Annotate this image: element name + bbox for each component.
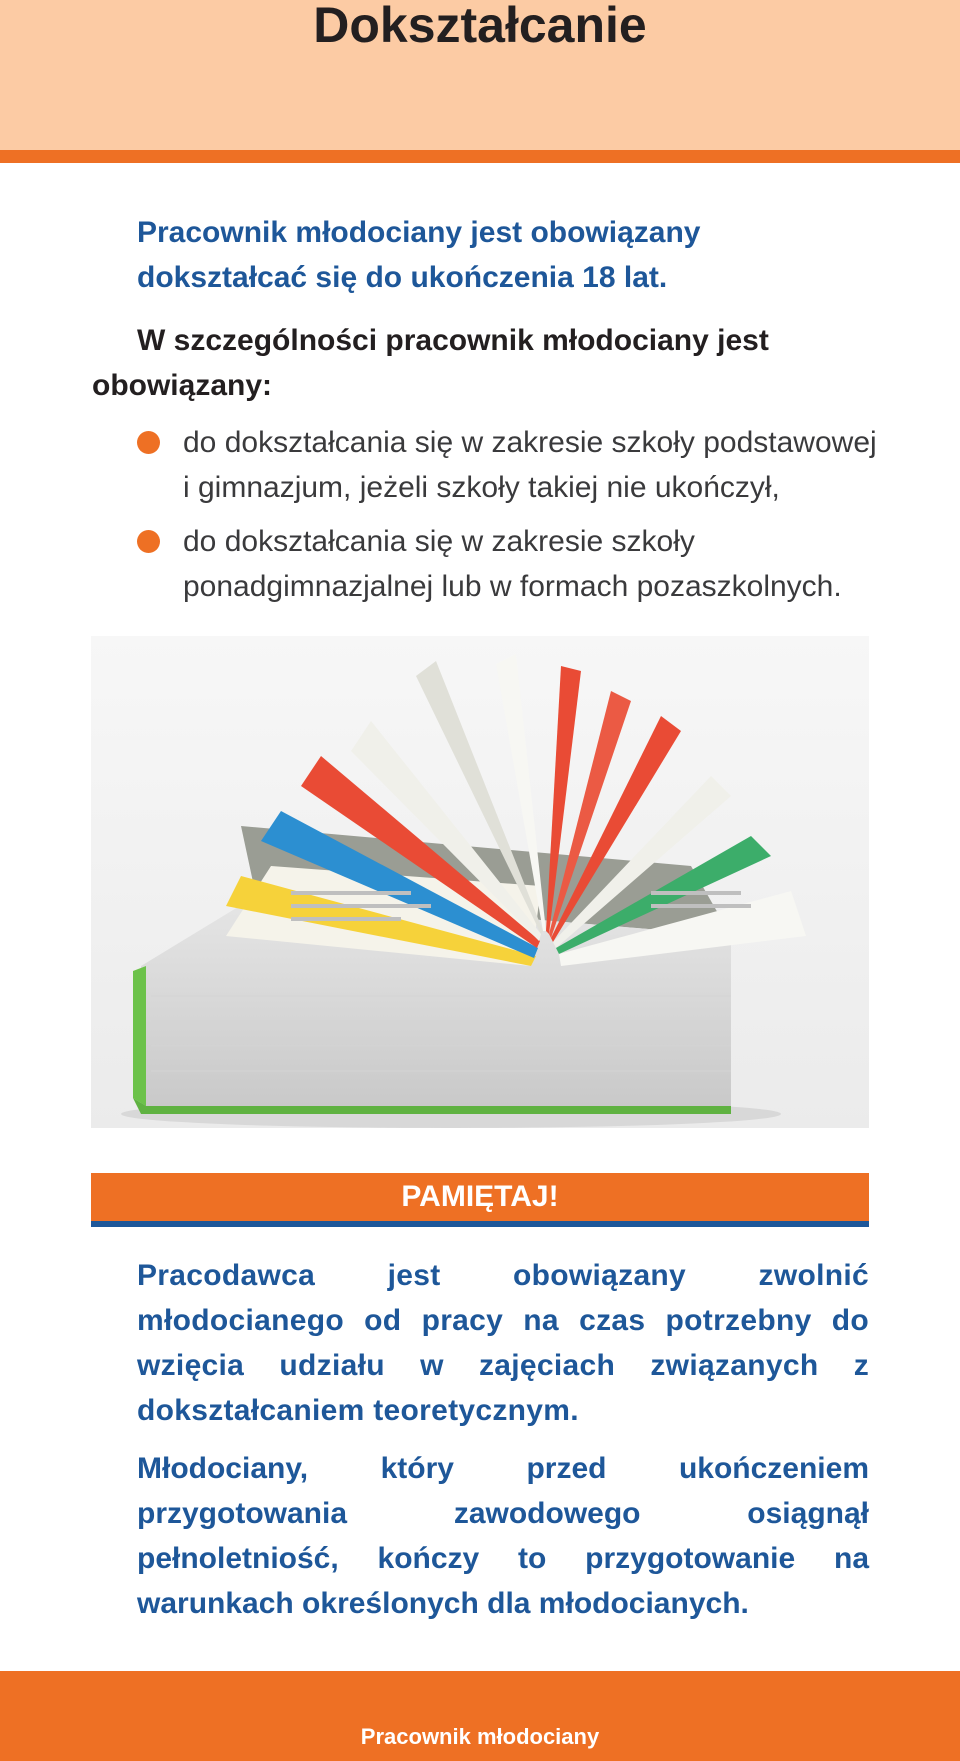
page-title: Dokształcanie (313, 0, 647, 53)
bullet-dot-icon (137, 530, 160, 553)
list-item-text: do dokształcania się w zakresie szkoły ponadgimnazjalnej lub w formach pozaszkolnych. (183, 525, 842, 603)
banner-divider (91, 1221, 869, 1227)
intro-paragraph: Pracownik młodociany jest obowiązany dokształcać się do ukończenia 18 lat. (137, 216, 701, 294)
remember-banner: PAMIĘTAJ! (91, 1173, 869, 1221)
list-item (137, 519, 877, 609)
notice-paragraph-1: Pracodawca jest obowiązany zwolnić młodocianego od pracy na czas potrzebny do wzięcia udziału w zajęciach związanych z dokształcaniem teoretycznym. (137, 1259, 869, 1427)
header-divider (0, 150, 960, 163)
notice-paragraph-2: Młodociany, który przed ukończeniem przygotowania zawodowego osiągnął pełnoletniość, kończy to przygotowanie na warunkach określonych dla młodocianych. (137, 1452, 869, 1620)
obligations-lead: W szczególności pracownik młodociany jest obowiązany: (92, 324, 769, 402)
book-photo (91, 636, 869, 1128)
list-item (137, 420, 877, 510)
open-book-icon (91, 636, 869, 1128)
list-item-text: do dokształcania się w zakresie szkoły podstawowej i gimnazjum, jeżeli szkoły takiej nie ukończył, (183, 426, 877, 504)
footer-label: Pracownik młodociany (360, 1724, 600, 1749)
bullet-dot-icon (137, 431, 160, 454)
obligations-list (137, 420, 877, 618)
